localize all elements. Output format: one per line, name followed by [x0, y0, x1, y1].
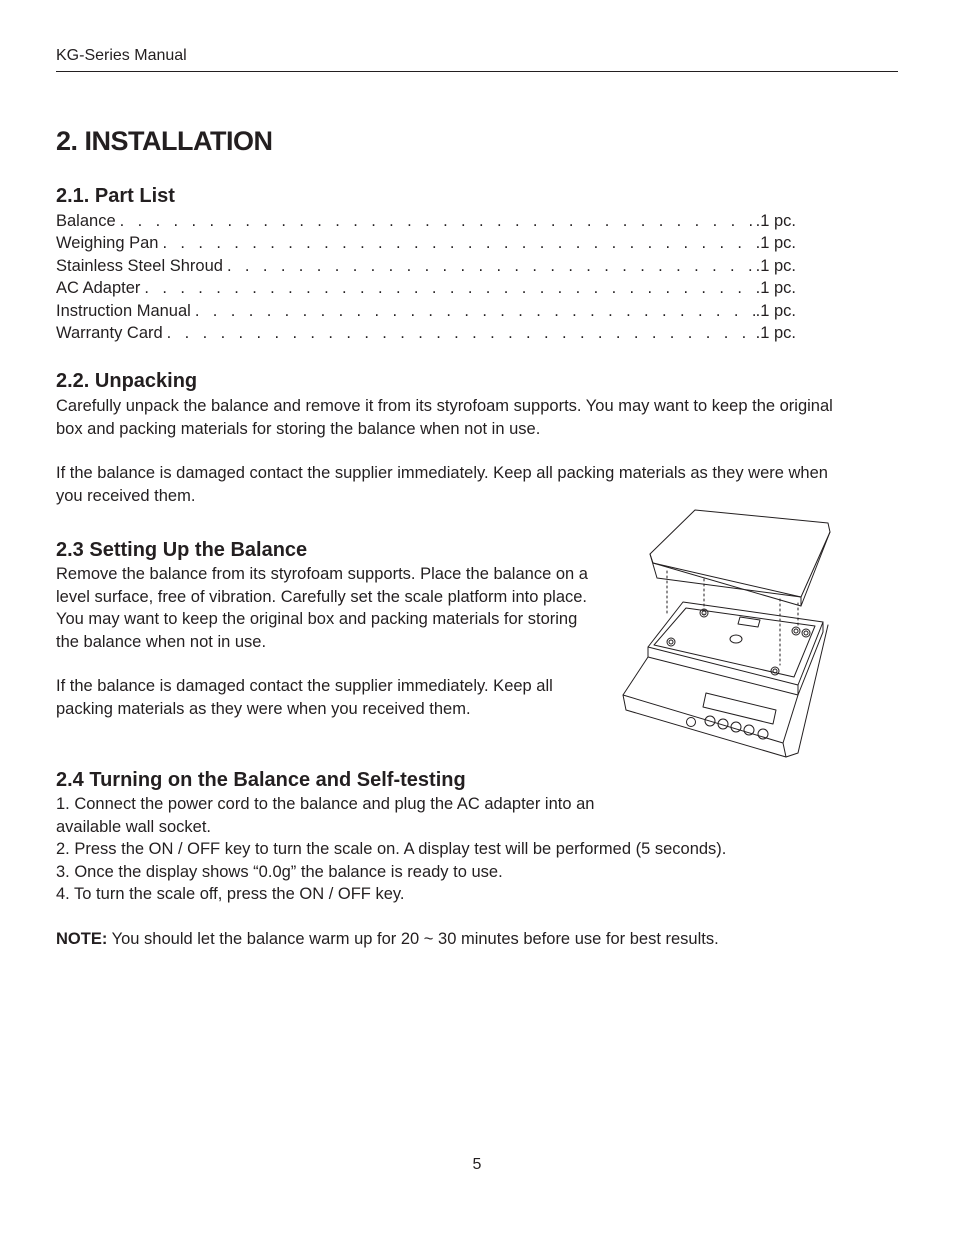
step-4: 4. To turn the scale off, press the ON / OFF key.	[56, 885, 405, 903]
step-1-line-2: available wall socket.	[56, 817, 211, 836]
part-name: Stainless Steel Shroud	[56, 256, 223, 275]
text-line: Carefully unpack the balance and remove it from its styrofoam supports. You may want to keep the original	[56, 397, 833, 415]
unpacking-paragraph-1	[56, 395, 833, 440]
part-row	[56, 322, 796, 344]
part-quantity: .1 pc.	[755, 323, 796, 342]
part-list-heading: 2.1. Part List	[56, 185, 175, 207]
text-line: You may want to keep the original box and packing materials for storing	[56, 610, 578, 628]
leader-dots	[227, 255, 756, 277]
balance-illustration	[618, 505, 838, 763]
weighing-pan	[650, 510, 830, 606]
text-line: If the balance is damaged contact the supplier immediately. Keep all	[56, 677, 553, 695]
text-line: the balance when not in use.	[56, 632, 267, 651]
leader-dots	[144, 277, 755, 299]
part-row	[56, 300, 796, 322]
part-name: Balance	[56, 212, 116, 230]
note-paragraph	[56, 928, 719, 951]
turning-on-heading: 2.4 Turning on the Balance and Self-testing	[56, 769, 466, 791]
page-number: 5	[472, 1156, 482, 1173]
leader-dots	[120, 210, 756, 232]
part-quantity: .1 pc.	[755, 256, 796, 275]
part-quantity: .1 pc.	[755, 234, 796, 253]
balance-base	[623, 602, 828, 757]
setup-heading: 2.3 Setting Up the Balance	[56, 539, 308, 561]
note-text: You should let the balance warm up for 20 ~ 30 minutes before use for best results.	[107, 930, 719, 948]
part-quantity: .1 pc.	[755, 301, 796, 320]
alignment-lines	[667, 571, 798, 665]
step-2: 2. Press the ON / OFF key to turn the scale on. A display test will be performed (5 seconds).	[56, 840, 727, 858]
part-name: Weighing Pan	[56, 234, 159, 253]
part-row	[56, 277, 796, 299]
text-line: you received them.	[56, 486, 196, 505]
part-name: Warranty Card	[56, 323, 163, 342]
text-line: Remove the balance from its styrofoam supports. Place the balance on a	[56, 565, 588, 583]
section-title: 2. INSTALLATION	[56, 126, 273, 156]
step-1-line-1: 1. Connect the power cord to the balance and plug the AC adapter into an	[56, 795, 595, 813]
unpacking-heading: 2.2. Unpacking	[56, 370, 198, 392]
header-rule	[56, 71, 898, 72]
part-name: AC Adapter	[56, 279, 141, 298]
running-header: KG-Series Manual	[56, 47, 187, 64]
part-list	[56, 210, 796, 344]
leader-dots	[195, 300, 756, 322]
part-name: Instruction Manual	[56, 301, 191, 320]
part-quantity: .1 pc.	[755, 279, 796, 298]
leader-dots	[167, 322, 756, 344]
setup-paragraph-2	[56, 675, 553, 720]
leader-dots	[162, 232, 755, 254]
note-label: NOTE:	[56, 930, 108, 948]
step-3: 3. Once the display shows “0.0g” the balance is ready to use.	[56, 862, 503, 881]
part-quantity: .1 pc.	[755, 212, 796, 230]
text-line: level surface, free of vibration. Carefully set the scale platform into place.	[56, 587, 588, 606]
setup-paragraph-1	[56, 563, 588, 653]
text-line: box and packing materials for storing the balance when not in use.	[56, 419, 541, 438]
part-row	[56, 232, 796, 254]
turning-on-steps	[56, 793, 726, 906]
unpacking-paragraph-2	[56, 462, 828, 507]
text-line: If the balance is damaged contact the supplier immediately. Keep all packing materials as they were when	[56, 464, 828, 482]
text-line: packing materials as they were when you received them.	[56, 699, 471, 718]
part-row	[56, 255, 796, 277]
part-row	[56, 210, 796, 232]
